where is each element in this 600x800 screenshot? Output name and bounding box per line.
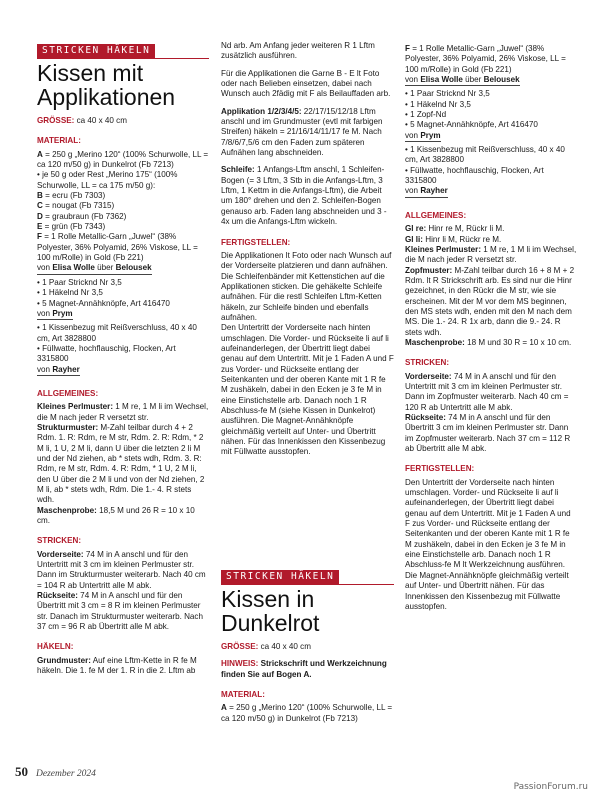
material-a: A = 250 g „Merino 120“ (100% Schurwolle, LL = ca 120 m/50 g) in Dunkelrot (Fb 7213) — [37, 149, 209, 170]
column-2 — [221, 41, 394, 458]
finishing-heading: FERTIGSTELLEN: — [405, 464, 475, 474]
size-line: GRÖSSE: ca 40 x 40 cm — [37, 116, 127, 125]
material-heading: MATERIAL: — [221, 690, 265, 700]
article-2 — [221, 570, 394, 724]
material-d: D = graubraun (Fb 7362) — [37, 211, 127, 221]
gauge: Maschenprobe: 18 M und 30 R = 10 x 10 cm. — [405, 337, 572, 347]
material-c: C = nougat (Fb 7315) — [37, 201, 115, 211]
knitting-heading: STRICKEN: — [37, 536, 82, 546]
crochet-heading: HÄKELN: — [37, 642, 74, 652]
material-f: F = 1 Rolle Metallic-Garn „Juwel“ (38% Polyester, 36% Polyamid, 26% Viskose, LL = 100 m/Rolle) in Gold (Fb 221) — [37, 232, 198, 263]
back-side: Rückseite: 74 M in A anschl und für den Übertritt mit 3 cm = 8 R im kleinen Perlmuster str. Danach im Strukturmuster weiterarb. Nach 37 cm = 96 R ab Übertritt alle M abk. — [37, 591, 203, 632]
pattern-structure: Strukturmuster: M-Zahl teilbar durch 4 + 2 Rdm. 1. R: Rdm, re M str, Rdm. 2. R: Rdm, * 2 M li, 1 U, 2 M li, dann U über die letzten 2 li M und der Nd ziehen, ab * stets wdh, Rdm. 3. R: Rdm, re M str, Rdm. 4. R: Rdm, * 1 U, 2 M li, den U über die 2 M li und von der Nd ziehen, 2 M li, ab * stets wdh, Rdm. Die 1.- 4. R stets wdh. — [37, 422, 205, 505]
section-tag: STRICKEN HÄKELN — [221, 570, 339, 584]
supplier-line: von Prym — [37, 309, 73, 320]
pattern-small-pearl: Kleines Perlmuster: 1 M re, 1 M li im Wechsel, die M nach jeder R versetzt str. — [405, 244, 577, 265]
section-tag: STRICKEN HÄKELN — [37, 44, 155, 58]
supplier-line: von Prym — [405, 131, 441, 142]
section-tag-bar — [221, 570, 394, 585]
tools-list: • 1 Paar Stricknd Nr 3,5 • 1 Häkelnd Nr 3,5 • 1 Zopf-Nd • 5 Magnet-Annähknöpfe, Art 416470 — [405, 89, 538, 130]
watermark: PassionForum.ru — [513, 782, 588, 792]
material-e: E = grün (Fb 7343) — [37, 222, 106, 232]
supplier-line: von Elisa Wolle über Belousek — [37, 263, 152, 274]
material-rest: • je 50 g oder Rest „Merino 175“ (100% Schurwolle, LL = ca 175 m/50 g): — [37, 170, 178, 190]
application-instructions: Applikation 1/2/3/4/5: 22/17/15/12/18 Lftm anschl und im Grundmuster (evtl mit farbigen Streifen) häkeln = 21/16/14/11/17 fe M. Nach 7/8/6/7,5/6 cm den Faden zum späteren Aufnähen lang abschneiden. — [221, 106, 383, 158]
gauge: Maschenprobe: 18,5 M und 26 R = 10 x 10 cm. — [37, 505, 195, 526]
basic-pattern: Grundmuster: Auf eine Lftm-Kette in R fe M häkeln. Die 1. fe M der 1. R in die 2. Lftm ab — [37, 655, 197, 676]
material-a: A = 250 g „Merino 120“ (100% Schurwolle, LL = ca 120 m/50 g) in Dunkelrot (Fb 7213) — [221, 703, 393, 723]
bow-instructions: Schleife: 1 Anfangs-Lftm anschl, 1 Schleifen-Bogen (= 3 Lftm, 3 Stb in die Anfangs-Lftm, 3 Lftm, 1 Kettm in die Anfangs-Lftm), die Arbeit um 180° drehen und den 2. Schleifen-Bogen genauso arb. Faden lang abschneiden und 3 - 4x um die Anfangs-Lftm wickeln. — [221, 165, 387, 227]
issue-date: Dezember 2024 — [36, 769, 96, 779]
cushion-list: • 1 Kissenbezug mit Reißverschluss, 40 x 40 cm, Art 3828800 • Füllwatte, hochflauschig, Flocken, Art 3315800 — [37, 323, 197, 364]
general-heading: ALLGEMEINES: — [37, 388, 99, 398]
supplier-line: von Rayher — [37, 365, 80, 376]
pattern-reverse-stockinette: Gl li: Hinr li M, Rückr re M. — [405, 234, 502, 244]
section-tag-bar — [37, 44, 209, 59]
column-3 — [405, 44, 577, 612]
paragraph: Nd arb. Am Anfang jeder weiteren R 1 Lftm zusätzlich ausführen. — [221, 41, 375, 61]
finishing-text: Die Applikationen lt Foto oder nach Wunsch auf der Vorderseite platzieren und dann aufnähen. Die Schleifenbänder mit Kettenstichen auf die Applikationen sticken. Die gehäkelte Schleife aufnähen. Für die restl Schleifen Lftm-Ketten häkeln, zur Schleife binden und ebenfalls aufnähen. Den Untertritt der Vorderseite nach hinten umschlagen. Die Vorder- und Rückseite li auf li aufeinanderlegen, der Übertritt liegt dabei genau auf dem Untertritt. Mit je 1 Faden A und F zus Vorder- und Rückseite entlang der Seitenkanten und der oberen Kante mit 1 R fe M zushäkeln, dabei in den Ecken je 3 fe M in eine Einstichstelle arb. Danach noch 1 R Abschluss-fe M (siehe Kissen in Dunkelrot) ausführen. Die Magnet-Annähknöpfe gleichmäßig verteilt auf Unter- und Übertritt nähen. Für das Innenkissen den Kissenbezug mit Füllwatte ausstopfen. — [221, 250, 394, 457]
supplier-line: von Elisa Wolle über Belousek — [405, 75, 520, 86]
size-line: GRÖSSE: ca 40 x 40 cm — [221, 642, 311, 651]
finishing-heading: FERTIGSTELLEN: — [221, 237, 291, 247]
general-heading: ALLGEMEINES: — [405, 210, 467, 220]
column-1 — [37, 44, 209, 677]
supplier-line: von Rayher — [405, 186, 448, 197]
hint-line: HINWEIS: Strickschrift und Werkzeichnung finden Sie auf Bogen A. — [221, 659, 387, 679]
finishing-text: Den Untertritt der Vorderseite nach hinten umschlagen. Vorder- und Rückseite li auf li aufeinanderlegen, der Übertritt liegt dabei genau auf dem Untertritt. Mit je 1 Faden A und F zus Vorder- und Rückseite entlang der Seitenkanten und der oberen Kante mit 1 R fe M zushäkeln, dabei in den Ecken je 3 fe M in eine Einstichstelle arb. Danach noch 1 R Abschluss-fe M lt Werkzeichnung ausführen. Die Magnet-Annähknöpfe gleichmäßig verteilt auf Unter- und Übertritt nähen. Für das Innenkissen den Kissenbezug mit Füllwatte ausstopfen. — [405, 477, 571, 611]
article-title: Kissen in Dunkelrot — [221, 586, 320, 636]
article-title: Kissen mit Applikationen — [37, 60, 176, 110]
material-heading: MATERIAL: — [37, 136, 81, 146]
paragraph: Für die Applikationen die Garne B - E lt Foto oder nach Belieben einsetzen, dabei nach Wunsch auch 2fädig mit F als Beilauffaden arb. — [221, 68, 391, 99]
page-number: 50 — [15, 764, 28, 779]
page-footer — [15, 764, 96, 779]
pattern-stockinette: Gl re: Hinr re M, Rückr li M. — [405, 224, 505, 234]
pattern-small-pearl: Kleines Perlmuster: 1 M re, 1 M li im Wechsel, die M nach jeder R versetzt str. — [37, 402, 209, 422]
front-side: Vorderseite: 74 M in A anschl und für den Untertritt mit 3 cm im kleinen Perlmuster str. Dann im Zopfmuster weiterarb. Nach 40 cm = 120 R ab Untertritt alle M abk. — [405, 371, 569, 412]
material-b: B = ecru (Fb 7303) — [37, 191, 106, 201]
cushion-list: • 1 Kissenbezug mit Reißverschluss, 40 x 40 cm, Art 3828800 • Füllwatte, hochflauschig, Flocken, Art 3315800 — [405, 145, 565, 186]
pattern-cable: Zopfmuster: M-Zahl teilbar durch 16 + 8 M + 2 Rdm. lt R Strickschrift arb. Es sind nur die Hinr gezeichnet, in den Rückr die M str, wie sie erscheinen. Mit der M vor dem MS beginnen, den MS stets wdh, enden mit den M nach dem MS. Die 1.- 24. R 1x arb, dann die 9.- 24. R stets wdh. — [405, 265, 575, 337]
knitting-heading: STRICKEN: — [405, 358, 450, 368]
material-f: F = 1 Rolle Metallic-Garn „Juwel“ (38% Polyester, 36% Polyamid, 26% Viskose, LL = 100 m/Rolle) in Gold (Fb 221) — [405, 44, 566, 74]
front-side: Vorderseite: 74 M in A anschl und für den Untertritt mit 3 cm im kleinen Perlmuster str. Dann im Strukturmuster weiterarb. Nach 40 cm = 104 R ab Untertritt alle M abk. — [37, 549, 206, 590]
tools-list: • 1 Paar Stricknd Nr 3,5 • 1 Häkelnd Nr 3,5 • 5 Magnet-Annähknöpfe, Art 416470 — [37, 277, 170, 308]
back-side: Rückseite: 74 M in A anschl und für den Übertritt 3 cm im kleinen Perlmuster str. Dann im Zopfmuster weiterarb. Nach 37 cm = 112 R ab Übertritt alle M abk. — [405, 413, 571, 454]
